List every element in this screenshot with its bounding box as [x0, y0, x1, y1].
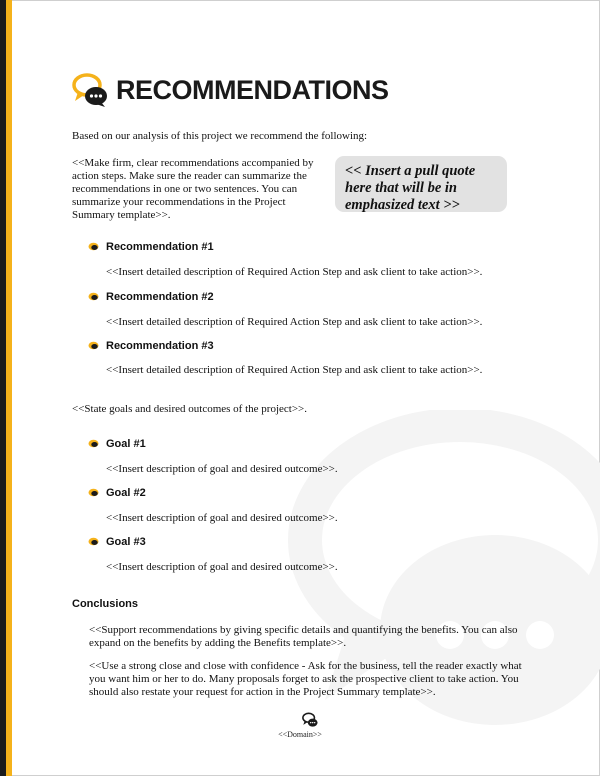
speech-bubbles-icon: [72, 72, 108, 108]
recommendation-item: [88, 340, 214, 352]
speech-bubble-bullet-icon: [88, 242, 99, 252]
goal-title: Goal #3: [106, 536, 146, 548]
pull-quote: << Insert a pull quote here that will be in emphasized text >>: [335, 156, 507, 212]
goals-intro-text: <<State goals and desired outcomes of the project>>.: [72, 403, 307, 415]
left-stripe-accent: [6, 0, 12, 776]
speech-bubble-bullet-icon: [88, 292, 99, 302]
goal-title: Goal #2: [106, 487, 146, 499]
goal-description: <<Insert description of goal and desired outcome>>.: [106, 463, 338, 475]
recommendation-title: Recommendation #3: [106, 340, 214, 352]
goal-description: <<Insert description of goal and desired outcome>>.: [106, 512, 338, 524]
speech-bubble-bullet-icon: [88, 341, 99, 351]
goal-title: Goal #1: [106, 438, 146, 450]
footer-speech-bubbles-icon: [302, 712, 318, 728]
speech-bubble-bullet-icon: [88, 488, 99, 498]
footer-domain: <<Domain>>: [278, 730, 322, 739]
recommendation-title: Recommendation #2: [106, 291, 214, 303]
recommendation-item: [88, 241, 214, 253]
recommendation-description: <<Insert detailed description of Required Action Step and ask client to take action>>.: [106, 266, 483, 278]
goal-item: [88, 536, 146, 548]
speech-bubble-bullet-icon: [88, 439, 99, 449]
page-header: [72, 72, 389, 108]
intro-text: Based on our analysis of this project we recommend the following:: [72, 130, 368, 142]
goal-item: [88, 438, 146, 450]
goal-description: <<Insert description of goal and desired outcome>>.: [106, 561, 338, 573]
recommendation-title: Recommendation #1: [106, 241, 214, 253]
speech-bubble-bullet-icon: [88, 537, 99, 547]
conclusions-paragraph-1: <<Support recommendations by giving specific details and quantifying the benefits. You can also expand on the benefits by adding the Benefits template>>.: [89, 624, 518, 649]
goal-item: [88, 487, 146, 499]
conclusions-paragraph-2: <<Use a strong close and close with confidence - Ask for the business, tell the reader exactly what you want him or her to do. Many proposals forget to ask the prospective client to take action. You should also restate your request for action in the Project Summary template>>.: [89, 660, 522, 698]
page-title: RECOMMENDATIONS: [116, 74, 389, 105]
recommendation-item: [88, 291, 214, 303]
summary-text: <<Make firm, clear recommendations accompanied by action steps. Make sure the reader can summarize the recommendations in one or two sentences. You can summarize your recommendations in the Project Summary template>>.: [72, 157, 314, 221]
conclusions-heading: Conclusions: [72, 598, 139, 610]
recommendation-description: <<Insert detailed description of Required Action Step and ask client to take action>>.: [106, 316, 483, 328]
recommendation-description: <<Insert detailed description of Required Action Step and ask client to take action>>.: [106, 364, 483, 376]
